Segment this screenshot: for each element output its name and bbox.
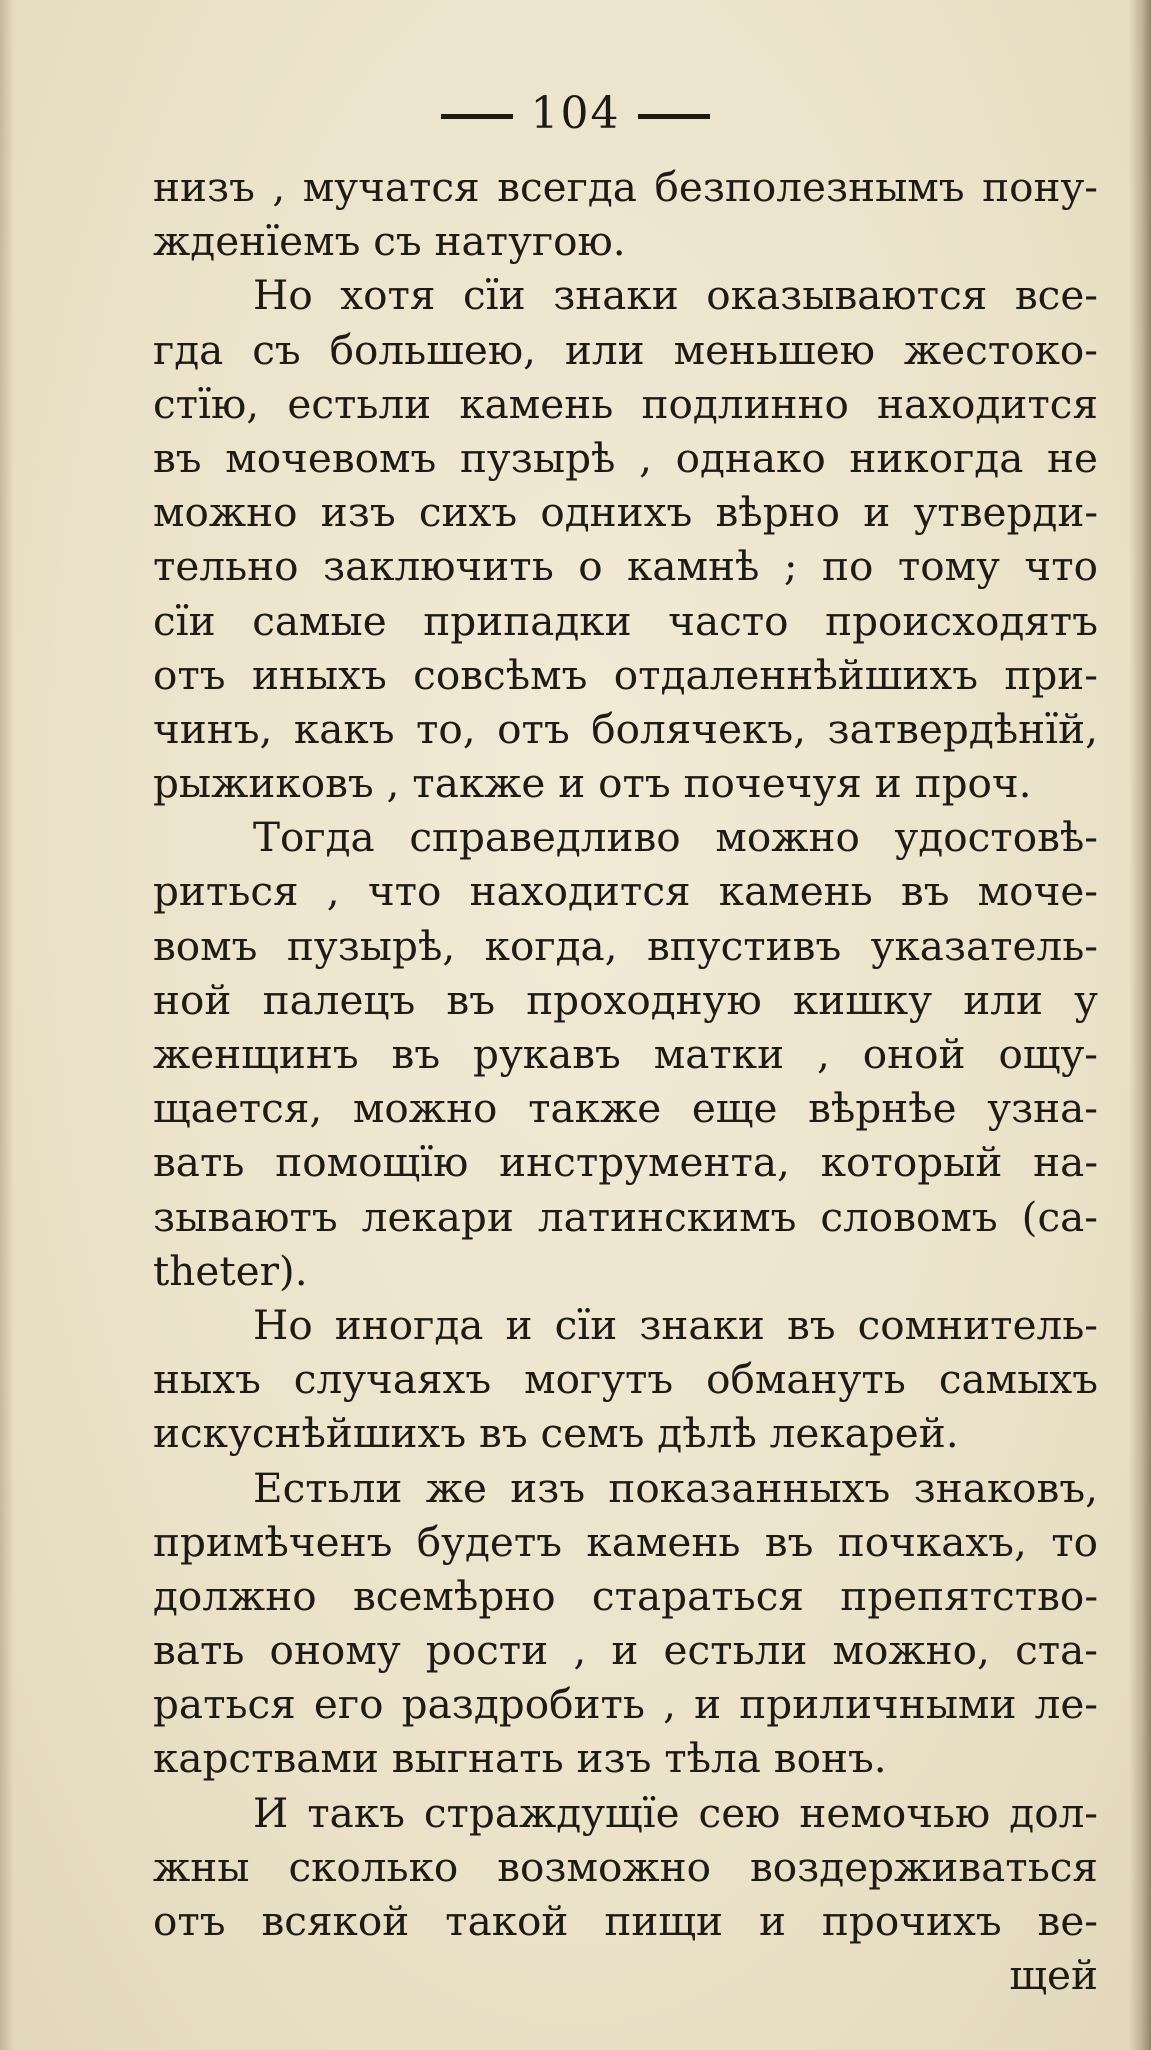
text-line: Тогда справедливо можно удостовѣ- [253,813,1098,862]
text-line: тельно заключить о камнѣ ; по тому что [153,542,1098,591]
text-line: отъ иныхъ совсѣмъ отдаленнѣйшихъ при- [153,650,1098,699]
text-line: ной палецъ въ проходную кишку или у [153,975,1098,1024]
body-text [153,160,1098,2002]
text-line: чинъ, какъ то, отъ болячекъ, затвердѣнїй, [153,704,1098,753]
text-line: зываютъ лекари латинскимъ словомъ (ca- [153,1192,1098,1241]
text-line: theter). [153,1246,308,1295]
text-line: въ мочевомъ пузырѣ , однако никогда не [153,433,1098,482]
text-line: можно изъ сихъ однихъ вѣрно и утверди- [153,488,1098,537]
text-line: жденїемъ съ натугою. [153,217,626,266]
text-line: Но иногда и сїи знаки въ сомнитель- [253,1300,1098,1349]
text-line: стїю, естьли камень подлинно находится [153,379,1098,428]
text-line: рыжиковъ , также и отъ почечуя и проч. [153,759,1032,808]
text-line: сїи самые припадки часто происходятъ [153,596,1098,645]
text-line: примѣченъ будетъ камень въ почкахъ, то [153,1517,1098,1566]
header-dash-left [441,114,513,119]
text-line: карствами выгнать изъ тѣла вонъ. [153,1734,887,1783]
text-line: гда съ большею, или меньшею жестоко- [153,325,1098,374]
header-dash-right [638,114,710,119]
text-line: И такъ страждущїе сею немочью дол- [253,1788,1098,1837]
text-line: отъ всякой такой пищи и прочихъ ве- [153,1897,1098,1945]
text-line: жны сколько возможно воздерживаться [153,1842,1098,1891]
text-line: вать оному рости , и естьли можно, ста- [153,1626,1098,1675]
page-edge-shadow-right [1129,0,1151,2050]
text-line: искуснѣйшихъ въ семъ дѣлѣ лекарей. [153,1409,959,1458]
text-line: вать помощїю инструмента, который на- [153,1138,1098,1187]
text-line: низъ , мучатся всегда безполезнымъ пону- [153,163,1098,211]
text-line: должно всемѣрно стараться препятство- [153,1571,1098,1620]
catchword: щей [1009,1951,1098,2000]
text-line: вомъ пузырѣ, когда, впустивъ указатель- [153,921,1098,970]
page-edge-shadow-left [0,0,14,2050]
text-line: раться его раздробить , и приличными ле- [153,1680,1098,1729]
text-line: риться , что находится камень въ моче- [153,867,1098,916]
text-line: Естьли же изъ показанныхъ знаковъ, [253,1463,1098,1512]
text-line: женщинъ въ рукавъ матки , оной ощу- [153,1030,1098,1078]
page-header [0,88,1151,139]
text-line: щается, можно также еще вѣрнѣе узна- [153,1084,1098,1133]
text-line: Но хотя сїи знаки оказываются все- [253,271,1098,320]
text-line: ныхъ случаяхъ могутъ обмануть самыхъ [153,1355,1098,1404]
page-number: 104 [530,88,621,139]
